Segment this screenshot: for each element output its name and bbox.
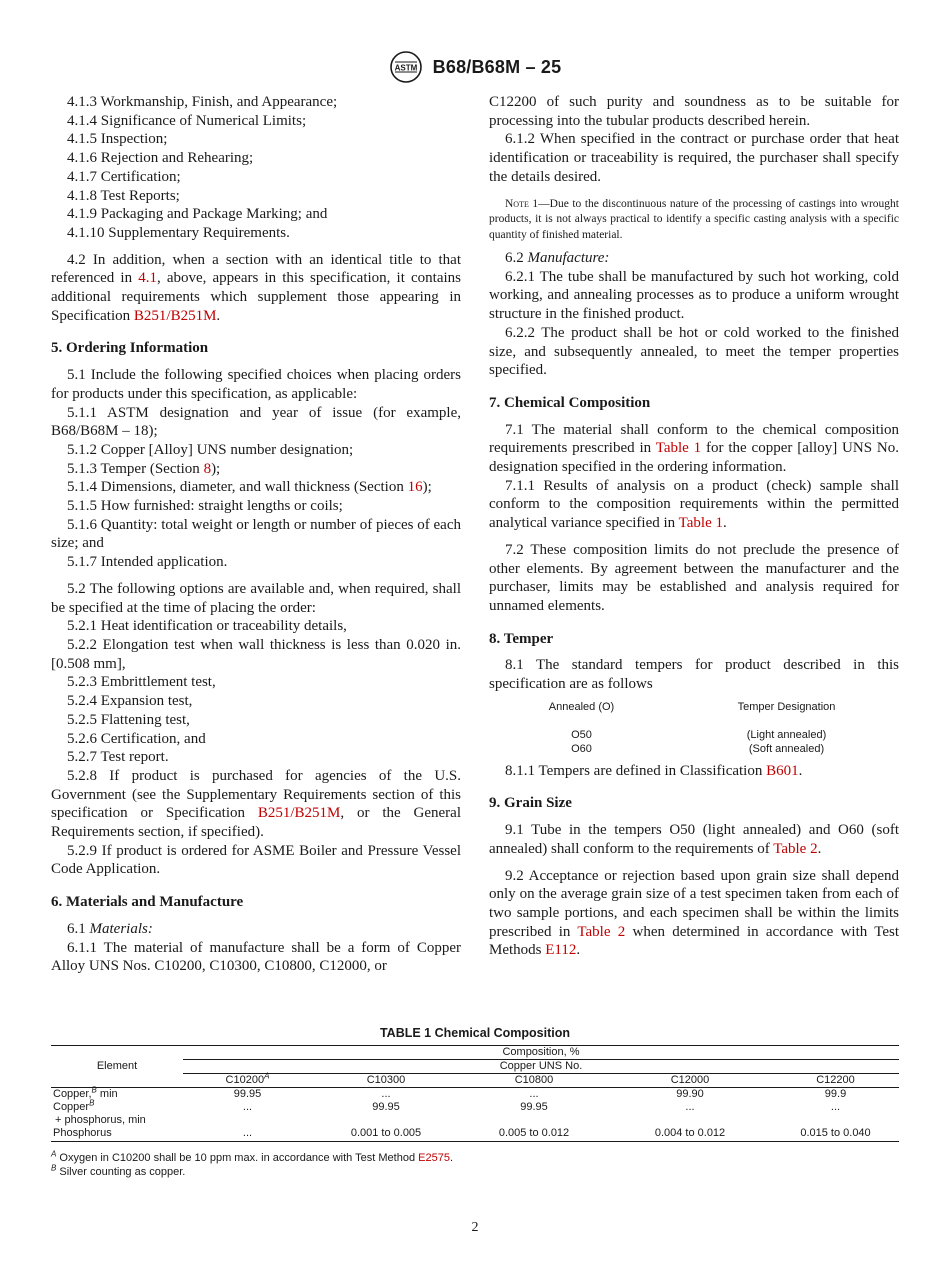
- paragraph-7-2: 7.2 These composition limits do not preclude the presence of other elements. By agreement between the manufacturer and the purchaser, limits may be established and analysis required for unnamed elements.: [489, 541, 899, 614]
- temper-desc: (Light annealed): [746, 728, 827, 741]
- astm-logo-icon: [389, 50, 423, 84]
- value-cell: 99.9: [824, 1088, 847, 1100]
- paragraph-5-2-9: 5.2.9 If product is ordered for ASME Boiler and Pressure Vessel Code Application.: [51, 842, 461, 878]
- column-header: C10300: [312, 1074, 460, 1088]
- temper-table: [489, 700, 899, 756]
- value-cell: 99.95: [372, 1101, 400, 1113]
- footnote-b: $^B$ Silver counting as copper.: [51, 1163, 186, 1178]
- value-cell: 0.015 to 0.040: [772, 1127, 899, 1142]
- paragraph-5-1-3: 5.1.3 Temper (Section 8);: [67, 460, 221, 477]
- paragraph-5-2-4: 5.2.4 Expansion test,: [67, 693, 193, 710]
- ref-section-16[interactable]: 16: [407, 479, 423, 496]
- column-header: C10800: [460, 1074, 608, 1088]
- ref-b251-link[interactable]: B251/B251M: [133, 307, 217, 324]
- column-header: C12000: [608, 1074, 772, 1088]
- paragraph-8-1: 8.1 The standard tempers for product described in this specification are as follows: [489, 657, 899, 693]
- temper-code: O60: [571, 742, 592, 755]
- table-row: [51, 1101, 899, 1127]
- paragraph-4-2: 4.2 In addition, when a section with an identical title to that referenced in 4.1, above, appears in this specification, it contains additional requirements which supplement those appearing in Specification B251/B251M.: [51, 251, 461, 324]
- section-5-heading: 5. Ordering Information: [51, 340, 209, 357]
- value-cell: 0.005 to 0.012: [460, 1127, 608, 1142]
- paragraph-5-1: 5.1 Include the following specified choices when placing orders for products under this specification, as applicable:: [51, 367, 461, 402]
- list-item: 4.1.7 Certification;: [67, 168, 181, 185]
- paragraph-5-2: 5.2 The following options are available and, when required, shall be specified at the time of placing the order:: [51, 580, 461, 616]
- ref-b251-link[interactable]: B251/B251M: [257, 805, 341, 822]
- ref-b601-link[interactable]: B601: [766, 762, 799, 779]
- ref-section-8[interactable]: 8: [203, 460, 212, 477]
- uns-header: Copper UNS No.: [183, 1060, 899, 1074]
- value-cell: ...: [242, 1101, 253, 1113]
- paragraph-5-1-6: 5.1.6 Quantity: total weight or length or number of pieces of each size; and: [51, 516, 461, 552]
- paragraph-6-2-2: 6.2.2 The product shall be hot or cold worked to the finished size, and subsequently annealed, to meet the temper properties specified.: [489, 324, 899, 379]
- list-item: 4.1.3 Workmanship, Finish, and Appearance;: [67, 94, 338, 110]
- ref-table-1[interactable]: Table 1: [678, 515, 723, 532]
- paragraph-6-1: 6.1 Materials:: [67, 920, 153, 937]
- temper-header-annealed: Annealed (O): [548, 700, 615, 713]
- element-cell: Copper$^B$ + phosphorus, min: [53, 1098, 146, 1126]
- paragraph-7-1: 7.1 The material shall conform to the chemical composition requirements prescribed in Table 1 for the copper [alloy] UNS No. designation specified in the ordering information.: [489, 421, 899, 476]
- paragraph-6-2: 6.2 Manufacture:: [505, 250, 610, 267]
- paragraph-5-1-7: 5.1.7 Intended application.: [67, 554, 228, 571]
- paragraph-5-2-7: 5.2.7 Test report.: [67, 749, 169, 766]
- paragraph-9-1: 9.1 Tube in the tempers O50 (light annealed) and O60 (soft annealed) shall conform to the requirements of Table 2.: [489, 822, 899, 857]
- composition-header: Composition, %: [183, 1046, 899, 1060]
- paragraph-5-2-2: 5.2.2 Elongation test when wall thickness is less than 0.020 in. [0.508 mm],: [51, 636, 461, 672]
- value-cell: ...: [381, 1088, 391, 1100]
- note-1: Note 1—Due to the discontinuous nature of the processing of castings into wrought products, it is not always practical to identify a specific casting analysis with a specific quantity of finished material.: [489, 197, 899, 241]
- table-1-title: TABLE 1 Chemical Composition: [379, 1026, 571, 1040]
- ref-section-4-1[interactable]: 4.1: [138, 270, 157, 287]
- element-header: Element: [51, 1046, 183, 1088]
- column-header: C12200: [772, 1074, 899, 1088]
- svg-text:ASTM: ASTM: [394, 63, 417, 73]
- ref-e2575-link[interactable]: E2575: [418, 1152, 450, 1164]
- ref-table-2[interactable]: Table 2: [577, 923, 626, 940]
- temper-header-designation: Temper Designation: [737, 700, 836, 713]
- section-6-heading: 6. Materials and Manufacture: [51, 894, 244, 911]
- section-9-heading: 9. Grain Size: [489, 795, 572, 812]
- paragraph-6-2-1: 6.2.1 The tube shall be manufactured by such hot working, cold working, and annealing processes as to produce a uniform wrought structure in the finished product.: [489, 268, 899, 323]
- page-header: [0, 50, 950, 84]
- chemical-composition-table: [51, 1045, 899, 1142]
- paragraph-5-1-2: 5.1.2 Copper [Alloy] UNS number designation;: [67, 441, 354, 458]
- paragraph-5-2-8: 5.2.8 If product is purchased for agencies of the U.S. Government (see the Supplementary Requirements section of this specification or Specification B251/B251M, or the General Requirements section, if specified).: [51, 767, 461, 841]
- paragraph-5-1-4: 5.1.4 Dimensions, diameter, and wall thickness (Section 16);: [67, 479, 432, 496]
- ref-table-2[interactable]: Table 2: [773, 840, 818, 857]
- page-number: 2: [471, 1220, 479, 1235]
- value-cell: 0.001 to 0.005: [312, 1127, 460, 1142]
- element-cell: Phosphorus: [51, 1127, 183, 1142]
- paragraph-5-2-3: 5.2.3 Embrittlement test,: [67, 674, 216, 691]
- element-cell: Copper,$^B$ min: [53, 1085, 118, 1100]
- value-cell: 0.004 to 0.012: [608, 1127, 772, 1142]
- list-item: 4.1.9 Packaging and Package Marking; and: [67, 206, 328, 223]
- paragraph-6-1-2: 6.1.2 When specified in the contract or purchase order that heat identification or traceability is required, the purchaser shall specify the details desired.: [489, 131, 899, 185]
- paragraph-5-1-1: 5.1.1 ASTM designation and year of issue (for example, B68/B68M – 18);: [51, 404, 461, 440]
- value-cell: ...: [529, 1088, 539, 1100]
- section-7-heading: 7. Chemical Composition: [489, 394, 651, 411]
- list-item: 4.1.6 Rejection and Rehearing;: [67, 150, 254, 167]
- ref-table-1[interactable]: Table 1: [655, 440, 702, 457]
- right-column: [489, 93, 899, 960]
- value-cell: 99.95: [520, 1101, 548, 1113]
- paragraph-7-1-1: 7.1.1 Results of analysis on a product (check) sample shall conform to the composition requirements within the permitted analytical variance specified in Table 1.: [489, 477, 899, 532]
- ref-e112-link[interactable]: E112: [545, 942, 577, 959]
- paragraph-5-2-5: 5.2.5 Flattening test,: [67, 711, 190, 728]
- footnote-a: $^A$ Oxygen in C10200 shall be 10 ppm max. in accordance with Test Method E2575.: [51, 1149, 453, 1164]
- temper-desc: (Soft annealed): [748, 742, 825, 755]
- list-item: 4.1.8 Test Reports;: [67, 187, 180, 204]
- paragraph-6-1-1: 6.1.1 The material of manufacture shall be a form of Copper Alloy UNS Nos. C10200, C10300, C10800, C12000, or: [51, 939, 461, 975]
- paragraph-6-1-1-continued: C12200 of such purity and soundness as to be suitable for processing into the tubular products described herein.: [489, 94, 899, 129]
- list-item: 4.1.10 Supplementary Requirements.: [67, 224, 290, 241]
- value-cell: 99.95: [233, 1088, 262, 1100]
- paragraph-5-1-5: 5.1.5 How furnished: straight lengths or coils;: [67, 498, 343, 515]
- list-item: 4.1.5 Inspection;: [67, 131, 168, 148]
- paragraph-8-1-1: 8.1.1 Tempers are defined in Classification B601.: [505, 762, 803, 779]
- list-item: 4.1.4 Significance of Numerical Limits;: [67, 112, 307, 129]
- section-8-heading: 8. Temper: [489, 630, 554, 647]
- table-footnotes: [51, 1151, 899, 1179]
- value-cell: ...: [685, 1101, 695, 1113]
- value-cell: ...: [183, 1127, 312, 1142]
- document-id: B68/B68M – 25: [432, 56, 562, 77]
- temper-code: O50: [571, 728, 592, 741]
- column-header: $C10200^A$: [183, 1074, 312, 1088]
- table-row: [51, 1127, 899, 1142]
- left-column: [51, 93, 461, 976]
- paragraph-5-2-6: 5.2.6 Certification, and: [67, 730, 206, 747]
- paragraph-9-2: 9.2 Acceptance or rejection based upon grain size shall depend only on the average grain size of a test specimen taken from each of two sample portions, and each specimen shall be within the limits prescribed in Table 2 when determined in accordance with Test Methods E112.: [489, 867, 899, 959]
- value-cell: ...: [830, 1101, 841, 1113]
- value-cell: 99.90: [676, 1088, 704, 1100]
- table-row: [51, 1088, 899, 1102]
- paragraph-5-2-1: 5.2.1 Heat identification or traceability details,: [67, 618, 347, 635]
